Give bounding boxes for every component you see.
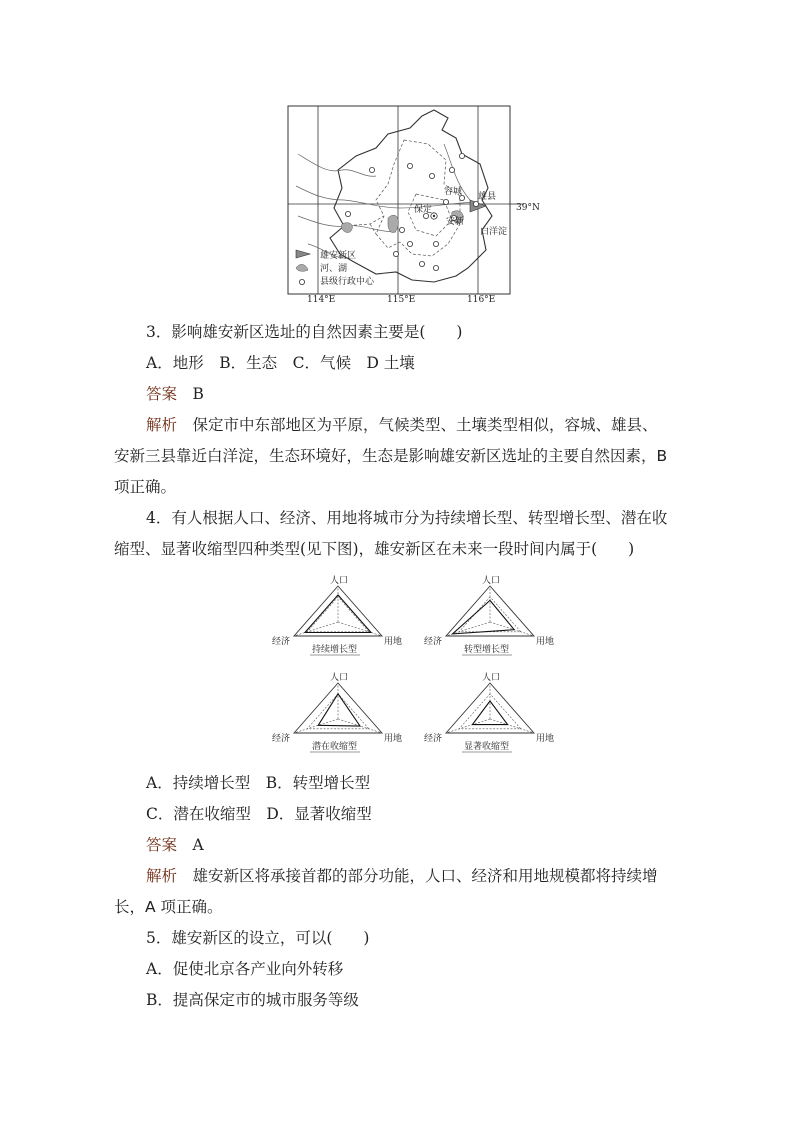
q4-options-line-1: A．持续增长型 B．转型增长型	[146, 774, 371, 792]
axis-label-population: 人口	[330, 673, 349, 683]
q4-answer-tag: 答案	[146, 836, 178, 854]
q4-options-line-2: C．潜在收缩型 D．显著收缩型	[146, 805, 372, 823]
xiongan-location-map	[284, 104, 550, 304]
diagram-title: 显著收缩型	[464, 742, 510, 752]
axis-label-economy: 经济	[424, 637, 443, 647]
lon-label-114: 114°E	[307, 295, 336, 304]
label-baiyangdian: 白洋淀	[480, 227, 508, 237]
legend-lake-label: 河、湖	[320, 264, 348, 274]
latitude-label: 39°N	[516, 203, 540, 213]
q4-stem-line-2: 缩型、显著收缩型四种类型(见下图)，雄安新区在未来一段时间内属于( )	[114, 540, 635, 558]
q4-answer-line	[146, 830, 716, 861]
q3-answer-line	[146, 379, 716, 410]
axis-label-economy: 经济	[424, 734, 443, 744]
q4-analysis-line-2: 长，A 项正确。	[114, 898, 223, 916]
q4-analysis-line-1: 解析 雄安新区将承接首都的部分功能，人口、经济和用地规模都将持续增	[146, 867, 658, 885]
diagram-significant	[424, 671, 554, 752]
legend-county-label: 县级行政中心	[320, 277, 375, 287]
axis-label-land: 用地	[536, 734, 555, 744]
lake-shape	[388, 215, 398, 232]
diagram-transform	[424, 574, 554, 655]
q3-analysis-line-2: 安新三县靠近白洋淀，生态环境好，生态是影响雄安新区选址的主要自然因素，B	[114, 447, 668, 465]
lon-label-116: 116°E	[467, 295, 496, 304]
diagram-title: 潜在收缩型	[312, 742, 358, 752]
legend-xiongan-label: 雄安新区	[320, 251, 357, 261]
axis-label-land: 用地	[384, 734, 403, 744]
q4-stem-line-1: 4．有人根据人口、经济、用地将城市分为持续增长型、转型增长型、潜在收	[146, 509, 668, 527]
q3-stem: 3．影响雄安新区选址的自然因素主要是( )	[146, 323, 463, 341]
lon-label-115: 115°E	[387, 295, 416, 304]
axis-label-economy: 经济	[272, 637, 291, 647]
axis-label-population: 人口	[482, 576, 501, 586]
q3-options: A．地形 B．生态 C．气候 D 土壤	[146, 354, 415, 372]
label-xiongxian: 雄县	[478, 192, 497, 202]
q3-answer: B	[192, 385, 204, 403]
q4-answer: A	[192, 836, 204, 854]
q5-option-a: A．促使北京各产业向外转移	[146, 960, 344, 978]
diagram-latent	[272, 671, 402, 752]
q3-answer-tag: 答案	[146, 385, 178, 403]
axis-label-population: 人口	[482, 673, 501, 683]
axis-label-population: 人口	[330, 576, 349, 586]
diagram-sustained	[272, 574, 402, 655]
q3-analysis-tag: 解析	[146, 416, 178, 434]
q3-analysis-line-1: 解析 保定市中东部地区为平原，气候类型、土壤类型相似，容城、雄县、	[146, 416, 658, 434]
q5-stem: 5．雄安新区的设立，可以( )	[146, 929, 370, 947]
q5-option-b: B．提高保定市的城市服务等级	[146, 991, 359, 1009]
axis-label-land: 用地	[536, 637, 555, 647]
diagram-title: 转型增长型	[464, 645, 510, 655]
axis-label-land: 用地	[384, 637, 403, 647]
axis-label-economy: 经济	[272, 734, 291, 744]
diagram-title: 持续增长型	[312, 645, 358, 655]
city-type-diagrams	[270, 572, 560, 758]
label-baoding: 保定	[414, 205, 433, 215]
label-rongcheng: 容城	[444, 187, 463, 197]
label-anxin: 安新	[446, 217, 465, 227]
q4-analysis-tag: 解析	[146, 867, 178, 885]
legend-county-icon	[299, 279, 304, 284]
q3-analysis-line-3: 项正确。	[114, 478, 177, 496]
